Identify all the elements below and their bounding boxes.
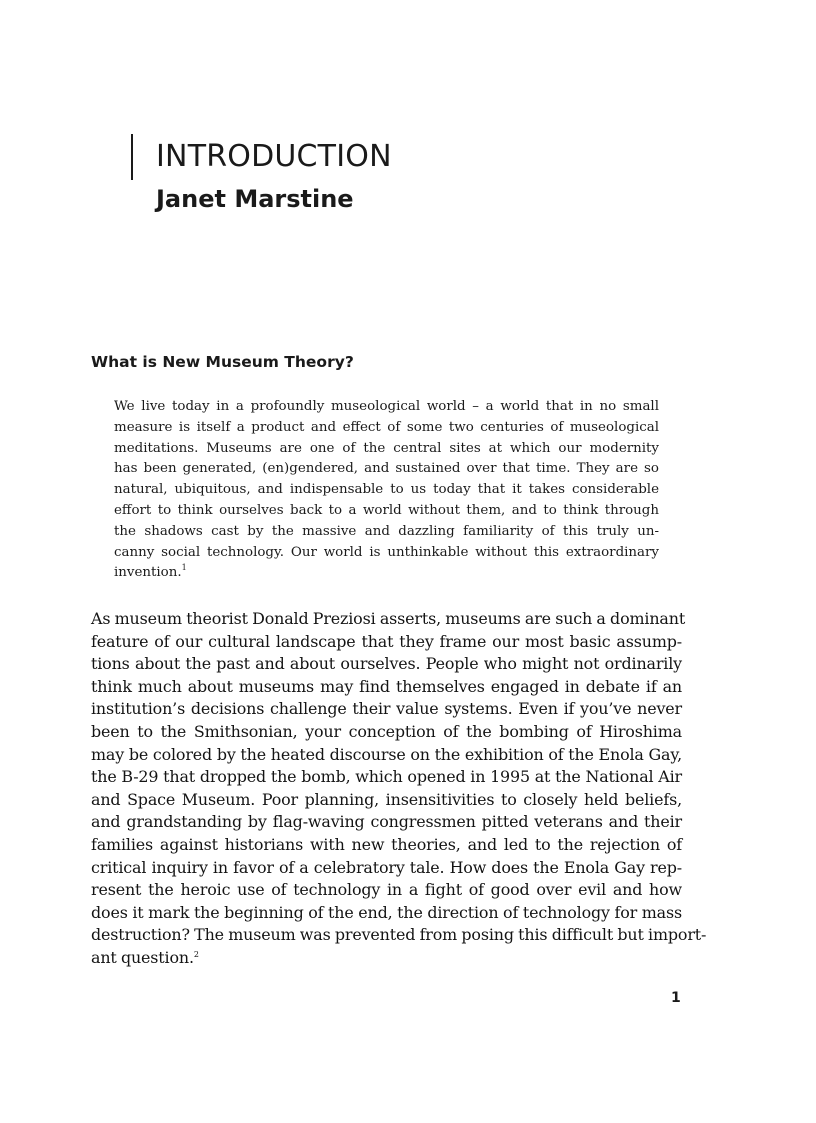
body-line: institution’s decisions challenge their value systems. Even if you’ve never [91,699,682,719]
epigraph-line: the shadows cast by the massive and dazzling familiarity of this truly un- [114,523,659,539]
body-line: families against historians with new theories, and led to the rejection of [91,834,682,854]
body-line: does it mark the beginning of the end, the direction of technology for mass [91,902,682,922]
epigraph-line: canny social technology. Our world is unthinkable without this extraordinary [114,544,659,560]
body-line: destruction? The museum was prevented from posing this difficult but import- [91,925,707,945]
chapter-title-rule [131,134,133,180]
chapter-title: INTRODUCTION [156,139,392,174]
epigraph-line: We live today in a profoundly museological world – a world that in no small [114,399,659,414]
epigraph-quote [114,397,659,584]
body-line: may be colored by the heated discourse on the exhibition of the Enola Gay, [91,744,682,764]
body-last-line [91,947,682,970]
footnote-marker[interactable]: 2 [193,949,199,959]
epigraph-line: meditations. Museums are one of the central sites at which our modernity [114,440,659,456]
epigraph-line-text: invention. [114,565,182,581]
body-line: As museum theorist Donald Preziosi asserts, museums are such a dominant [91,609,686,628]
epigraph-line: natural, ubiquitous, and indispensable to us today that it takes considerable [114,482,659,498]
body-line: resent the heroic use of technology in a fight of good over evil and how [91,880,682,900]
epigraph-line: effort to think ourselves back to a world without them, and to think through [114,502,659,518]
page-number: 1 [671,990,681,1006]
footnote-marker[interactable]: 1 [181,563,187,573]
epigraph-line: measure is itself a product and effect of some two centuries of museological [114,419,659,435]
epigraph-last-line [114,563,659,584]
section-heading: What is New Museum Theory? [91,353,354,371]
chapter-author: Janet Marstine [156,185,354,213]
epigraph-line: has been generated, (en)gendered, and sustained over that time. They are so [114,461,659,477]
body-line: critical inquiry in favor of a celebratory tale. How does the Enola Gay rep- [91,857,682,877]
body-line-text: ant question. [91,947,194,967]
body-line: and grandstanding by flag-waving congressmen pitted veterans and their [91,812,682,832]
body-line: tions about the past and about ourselves. People who might not ordinarily [91,654,682,674]
body-line: and Space Museum. Poor planning, insensitivities to closely held beliefs, [91,789,682,809]
body-line: think much about museums may find themselves engaged in debate if an [91,676,682,696]
body-line: feature of our cultural landscape that they frame our most basic assump- [91,631,682,651]
body-paragraph [91,608,707,970]
body-line: been to the Smithsonian, your conception of the bombing of Hiroshima [91,721,682,741]
body-line: the B-29 that dropped the bomb, which opened in 1995 at the National Air [91,767,682,787]
